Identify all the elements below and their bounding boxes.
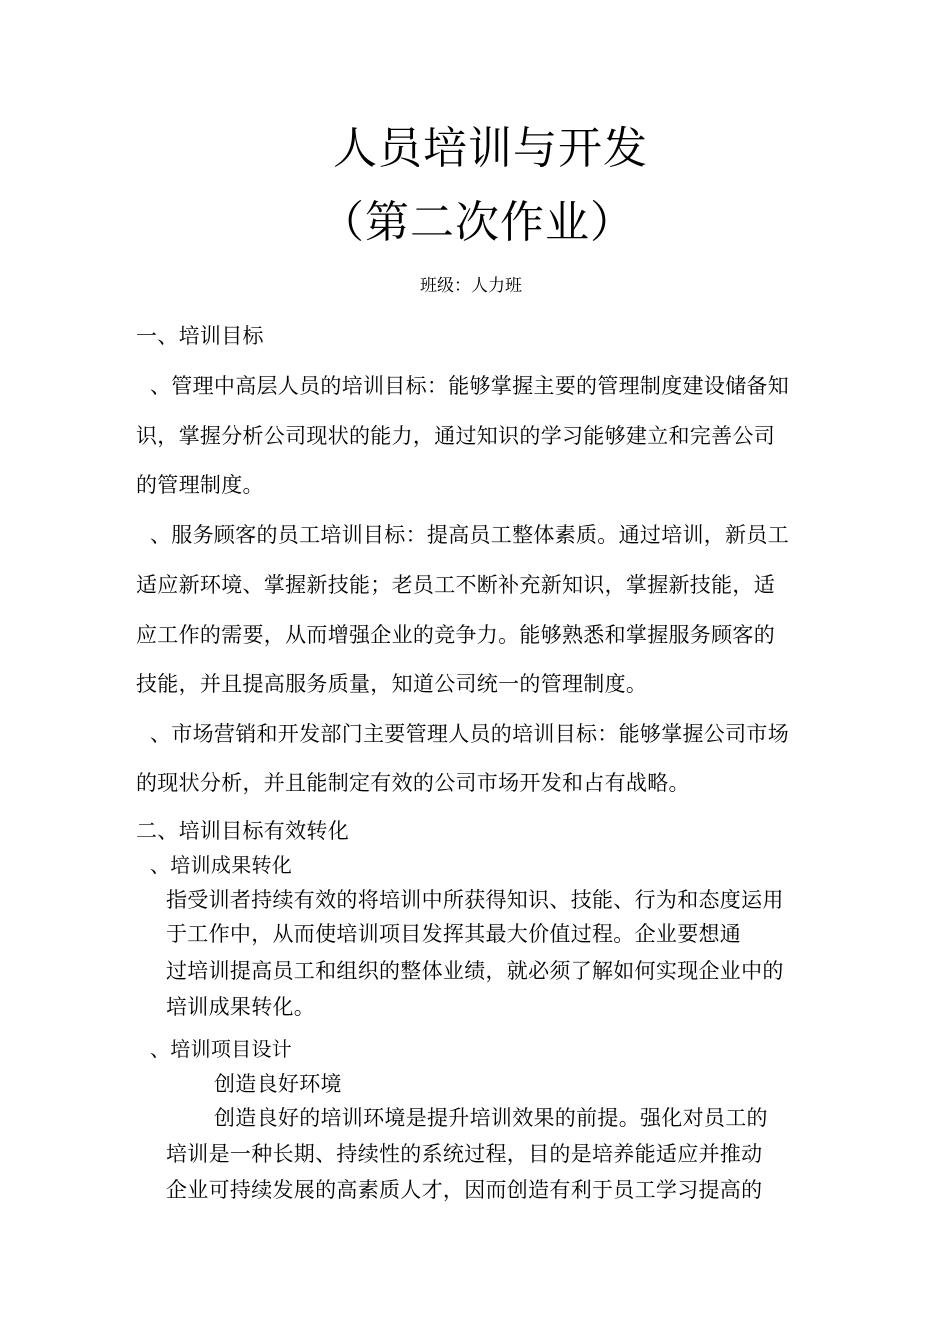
paragraph-line: 、服务顾客的员工培训目标：提高员工整体素质。通过培训，新员工 (150, 523, 789, 547)
paragraph-line: 培训成果转化。 (166, 995, 316, 1019)
paragraph-line: 于工作中，从而使培训项目发挥其最大价值过程。企业要想通 (166, 922, 742, 946)
paragraph-line: 应工作的需要，从而增强企业的竞争力。能够熟悉和掌握服务顾客的 (136, 623, 775, 647)
paragraph-line: 技能，并且提高服务质量，知道公司统一的管理制度。 (136, 672, 648, 696)
document-subtitle: （第二次作业） (320, 197, 635, 248)
subsection-heading: 、培训成果转化 (150, 853, 293, 877)
paragraph-line: 创造良好的培训环境是提升培训效果的前提。强化对员工的 (214, 1106, 768, 1130)
paragraph-line: 识，掌握分析公司现状的能力，通过知识的学习能够建立和完善公司 (136, 424, 775, 448)
class-info: 班级：人力班 (420, 276, 522, 296)
point-heading: 创造良好环境 (214, 1072, 342, 1096)
paragraph-line: 的现状分析，并且能制定有效的公司市场开发和占有战略。 (136, 771, 690, 795)
paragraph-line: 适应新环境、掌握新技能；老员工不断补充新知识，掌握新技能，适 (136, 573, 775, 597)
section-heading-1: 一、培训目标 (136, 324, 264, 348)
paragraph-line: 指受训者持续有效的将培训中所获得知识、技能、行为和态度运用 (166, 888, 784, 912)
paragraph-line: 的管理制度。 (136, 473, 264, 497)
subsection-heading: 、培训项目设计 (150, 1037, 293, 1061)
paragraph-line: 培训是一种长期、持续性的系统过程，目的是培养能适应并推动 (166, 1142, 763, 1166)
paragraph-line: 、管理中高层人员的培训目标：能够掌握主要的管理制度建设储备知 (150, 374, 789, 398)
paragraph-line: 过培训提高员工和组织的整体业绩，就必须了解如何实现企业中的 (166, 959, 784, 983)
section-heading-2: 二、培训目标有效转化 (136, 819, 349, 843)
document-title: 人员培训与开发 (333, 123, 648, 174)
paragraph-line: 、市场营销和开发部门主要管理人员的培训目标：能够掌握公司市场 (150, 722, 789, 746)
paragraph-line: 企业可持续发展的高素质人才，因而创造有利于员工学习提高的 (166, 1178, 763, 1202)
